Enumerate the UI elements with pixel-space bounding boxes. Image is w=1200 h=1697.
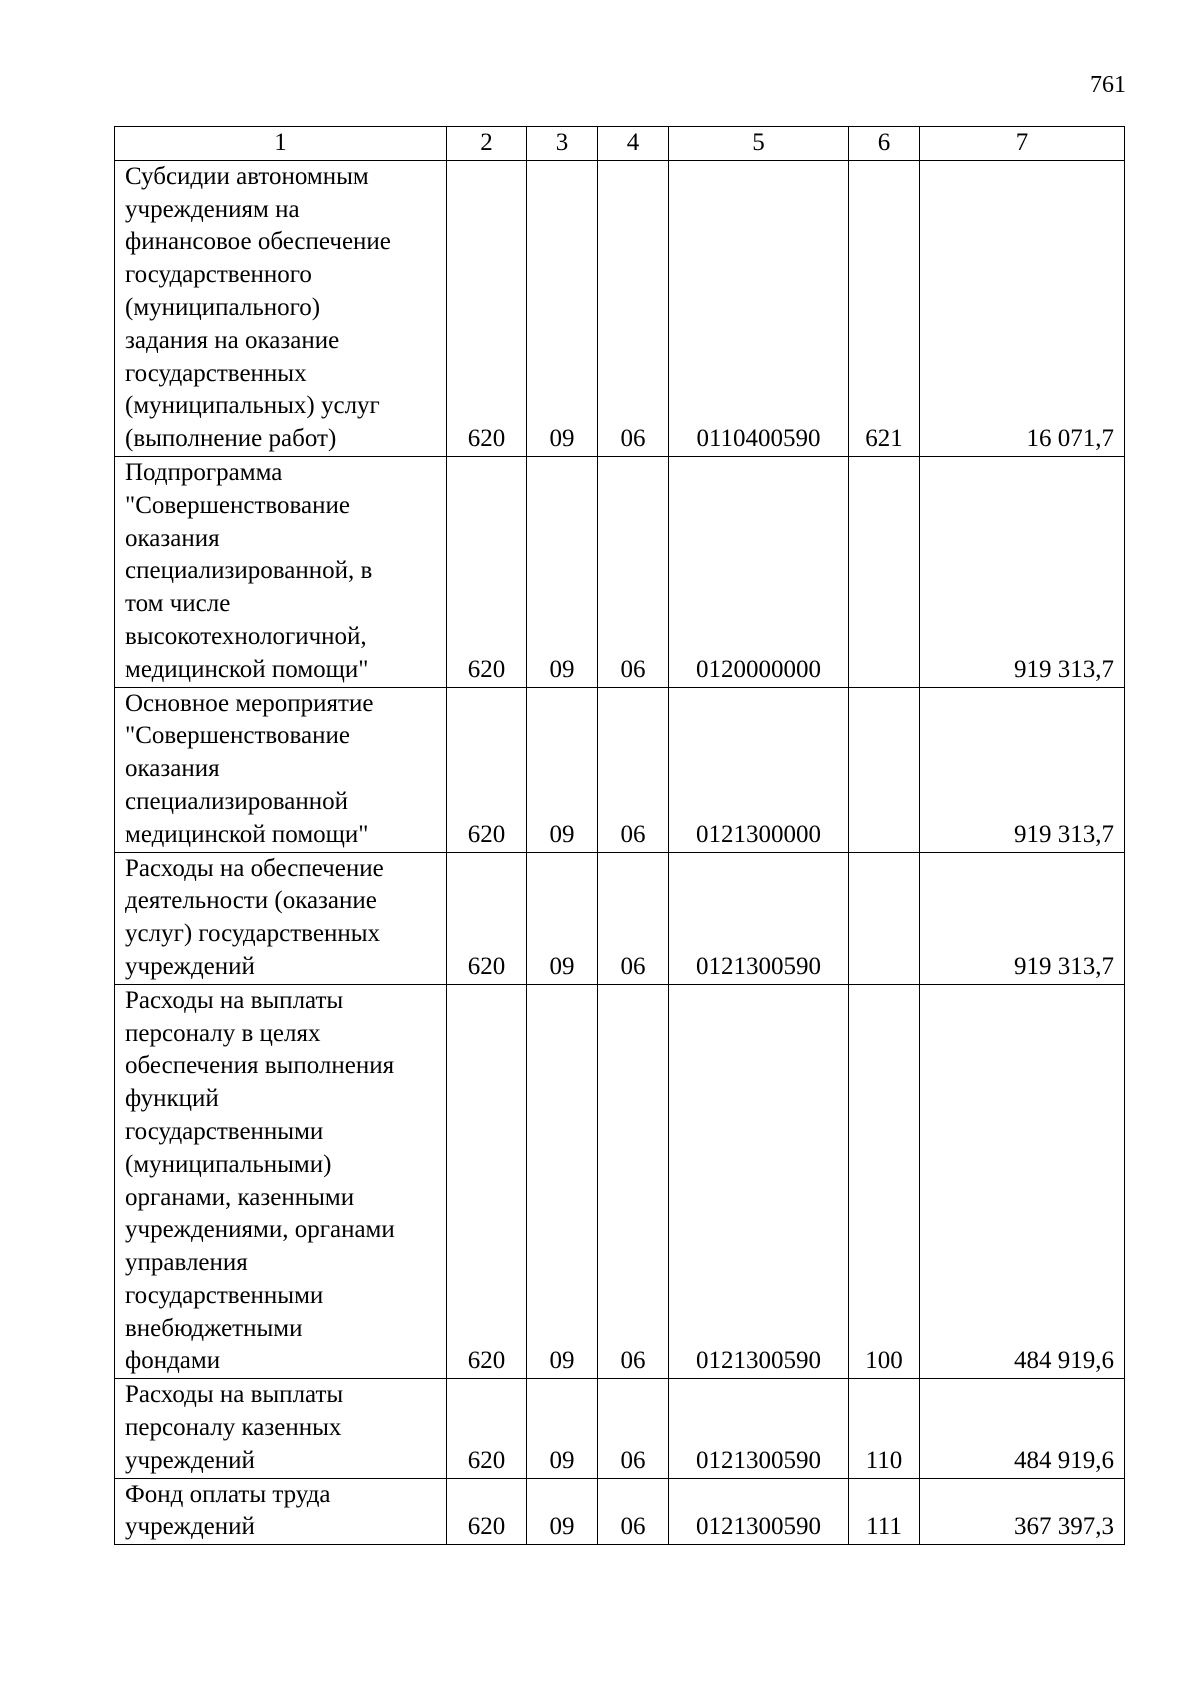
target-article-cell: 0120000000 [669,456,849,687]
item-name-line: задания на оказание [125,326,340,354]
subsection-code-cell: 06 [598,456,669,687]
department-code-cell: 620 [447,687,527,852]
expense-type-cell: 111 [849,1478,920,1545]
table-row [115,456,1125,687]
item-name-line: медицинской помощи" [125,655,369,683]
item-name-line: персоналу казенных [125,1414,342,1442]
amount-cell: 919 313,7 [920,456,1125,687]
table-row [115,984,1125,1379]
table-row [115,1379,1125,1478]
expense-type-cell [849,456,920,687]
amount-cell: 919 313,7 [920,852,1125,984]
item-name-line: государственных [125,359,307,387]
item-name-cell [115,984,447,1379]
item-name-line: Основное мероприятие [125,689,374,717]
item-name-line: Расходы на выплаты [125,986,344,1014]
subsection-code-cell: 06 [598,1379,669,1478]
expense-type-cell [849,687,920,852]
expense-type-cell: 100 [849,984,920,1379]
item-name-line: том числе [125,590,231,618]
expense-type-cell [849,852,920,984]
department-code-cell: 620 [447,456,527,687]
department-code-cell: 620 [447,852,527,984]
column-header: 1 [115,127,447,161]
item-name-line: (муниципального) [125,293,321,321]
item-name-line: "Совершенствование [125,722,350,750]
item-name-line: оказания [125,755,220,783]
target-article-cell: 0110400590 [669,160,849,456]
item-name-cell [115,1478,447,1545]
subsection-code-cell: 06 [598,1478,669,1545]
column-header: 7 [920,127,1125,161]
item-name-line: фондами [125,1347,221,1375]
department-code-cell: 620 [447,1478,527,1545]
item-name-line: персоналу в целях [125,1019,321,1047]
target-article-cell: 0121300000 [669,687,849,852]
column-header: 4 [598,127,669,161]
department-code-cell: 620 [447,1379,527,1478]
item-name-line: учреждений [125,1513,255,1541]
table-body [115,127,1125,1545]
item-name-line: (муниципальными) [125,1150,332,1178]
item-name-line: Фонд оплаты труда [125,1480,331,1508]
section-code-cell: 09 [527,456,598,687]
amount-cell: 16 071,7 [920,160,1125,456]
item-name-line: финансовое обеспечение [125,228,391,256]
item-name-cell [115,1379,447,1478]
item-name-line: функций [125,1085,219,1113]
item-name-line: оказания [125,524,220,552]
target-article-cell: 0121300590 [669,1478,849,1545]
item-name-line: учреждениями, органами [125,1216,395,1244]
expense-type-cell: 621 [849,160,920,456]
amount-cell: 484 919,6 [920,984,1125,1379]
item-name-cell [115,160,447,456]
item-name-line: (выполнение работ) [125,425,337,453]
target-article-cell: 0121300590 [669,1379,849,1478]
item-name-line: государственными [125,1117,324,1145]
subsection-code-cell: 06 [598,687,669,852]
item-name-line: (муниципальных) услуг [125,392,380,420]
subsection-code-cell: 06 [598,984,669,1379]
column-header: 2 [447,127,527,161]
table-row [115,160,1125,456]
section-code-cell: 09 [527,984,598,1379]
column-header: 3 [527,127,598,161]
item-name-line: государственного [125,261,312,289]
amount-cell: 484 919,6 [920,1379,1125,1478]
item-name-line: обеспечения выполнения [125,1052,395,1080]
item-name-line: специализированной [125,787,348,815]
item-name-cell [115,852,447,984]
section-code-cell: 09 [527,160,598,456]
item-name-line: учреждений [125,952,255,980]
page-number: 761 [1090,72,1126,98]
item-name-line: услуг) государственных [125,920,380,948]
item-name-line: Подпрограмма [125,458,283,486]
item-name-line: высокотехнологичной, [125,622,367,650]
budget-table [114,126,1125,1545]
item-name-cell [115,456,447,687]
subsection-code-cell: 06 [598,160,669,456]
expense-type-cell: 110 [849,1379,920,1478]
header-row [115,127,1125,161]
amount-cell: 919 313,7 [920,687,1125,852]
item-name-line: государственными [125,1281,324,1309]
section-code-cell: 09 [527,687,598,852]
item-name-line: деятельности (оказание [125,887,377,915]
item-name-line: внебюджетными [125,1314,303,1342]
target-article-cell: 0121300590 [669,852,849,984]
item-name-line: учреждениям на [125,195,300,223]
table-row [115,687,1125,852]
department-code-cell: 620 [447,160,527,456]
item-name-line: Расходы на обеспечение [125,854,384,882]
subsection-code-cell: 06 [598,852,669,984]
item-name-line: "Совершенствование [125,491,350,519]
item-name-line: специализированной, в [125,557,373,585]
item-name-line: медицинской помощи" [125,820,369,848]
item-name-line: Расходы на выплаты [125,1381,344,1409]
column-header: 5 [669,127,849,161]
item-name-line: Субсидии автономным [125,162,369,190]
amount-cell: 367 397,3 [920,1478,1125,1545]
target-article-cell: 0121300590 [669,984,849,1379]
section-code-cell: 09 [527,1478,598,1545]
table-row [115,1478,1125,1545]
section-code-cell: 09 [527,1379,598,1478]
item-name-line: учреждений [125,1446,255,1474]
table-row [115,852,1125,984]
item-name-cell [115,687,447,852]
section-code-cell: 09 [527,852,598,984]
department-code-cell: 620 [447,984,527,1379]
item-name-line: органами, казенными [125,1183,355,1211]
column-header: 6 [849,127,920,161]
item-name-line: управления [125,1249,248,1277]
